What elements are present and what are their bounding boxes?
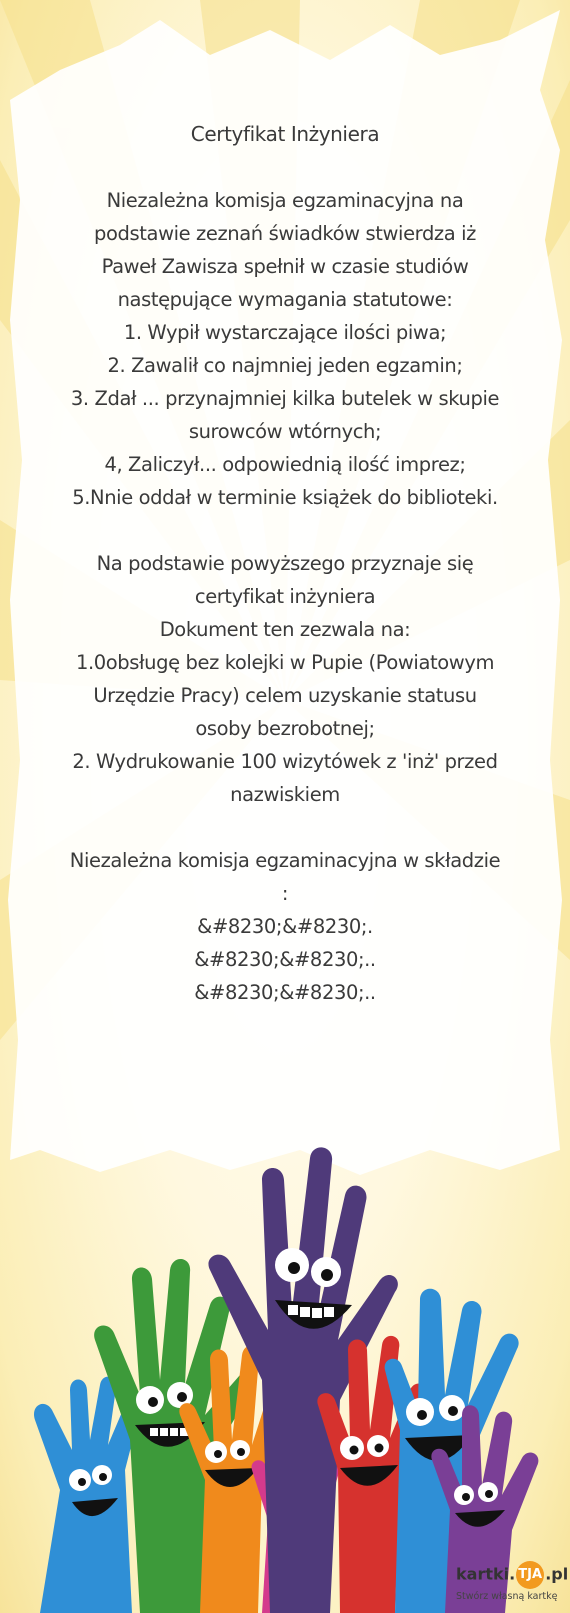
logo-brand-left: kartki. — [456, 1564, 516, 1584]
certificate-line: 4, Zaliczył... odpowiednią ilość imprez; — [104, 453, 466, 476]
certificate-line: Niezależna komisja egzaminacyjna na — [106, 189, 464, 212]
certificate-line: osoby bezrobotnej; — [195, 717, 375, 740]
kartki-logo[interactable] — [456, 1561, 569, 1607]
certificate-line: &#8230;&#8230;. — [197, 915, 373, 938]
logo-badge-icon: TJA — [516, 1561, 544, 1589]
certificate-line: nazwiskiem — [230, 783, 340, 806]
logo-tagline: Stwórz własną kartkę — [456, 1591, 558, 1602]
cartoon-hands-illustration — [0, 1140, 570, 1613]
certificate-line: Dokument ten zezwala na: — [159, 618, 411, 641]
certificate-line: Na podstawie powyższego przyznaje się — [96, 552, 474, 575]
certificate-line: 3. Zdał ... przynajmniej kilka butelek w skupie — [70, 387, 500, 410]
certificate-line: 5.Nnie oddał w terminie książek do biblioteki. — [72, 486, 498, 509]
blank-line — [14, 514, 556, 547]
certificate-line: następujące wymagania statutowe: — [117, 288, 453, 311]
certificate-line: &#8230;&#8230;.. — [194, 981, 376, 1004]
certificate-line: Paweł Zawisza spełnił w czasie studiów — [101, 255, 469, 278]
certificate-line: Urzędzie Pracy) celem uzyskanie statusu — [93, 684, 477, 707]
certificate-title: Certyfikat Inżyniera — [190, 122, 380, 146]
blank-line — [14, 811, 556, 844]
logo-brand-right: .pl — [545, 1564, 569, 1584]
certificate-line: : — [281, 882, 289, 905]
certificate-line: 1.0obsługę bez kolejki w Pupie (Powiatowym — [75, 651, 495, 674]
certificate-line: &#8230;&#8230;.. — [194, 948, 376, 971]
logo-brand — [456, 1561, 568, 1589]
certificate-line: 2. Wydrukowanie 100 wizytówek z 'inż' przed — [72, 750, 498, 773]
blank-line — [14, 151, 556, 184]
certificate-line: 2. Zawalił co najmniej jeden egzamin; — [107, 354, 463, 377]
certificate-line: Niezależna komisja egzaminacyjna w składzie — [69, 849, 501, 872]
certificate-line: 1. Wypił wystarczające ilości piwa; — [123, 321, 447, 344]
certificate-line: podstawie zeznań świadków stwierdza iż — [94, 222, 476, 245]
certificate-line: surowców wtórnych; — [188, 420, 382, 443]
certificate-line: certyfikat inżyniera — [194, 585, 376, 608]
certificate-text — [14, 118, 556, 1009]
